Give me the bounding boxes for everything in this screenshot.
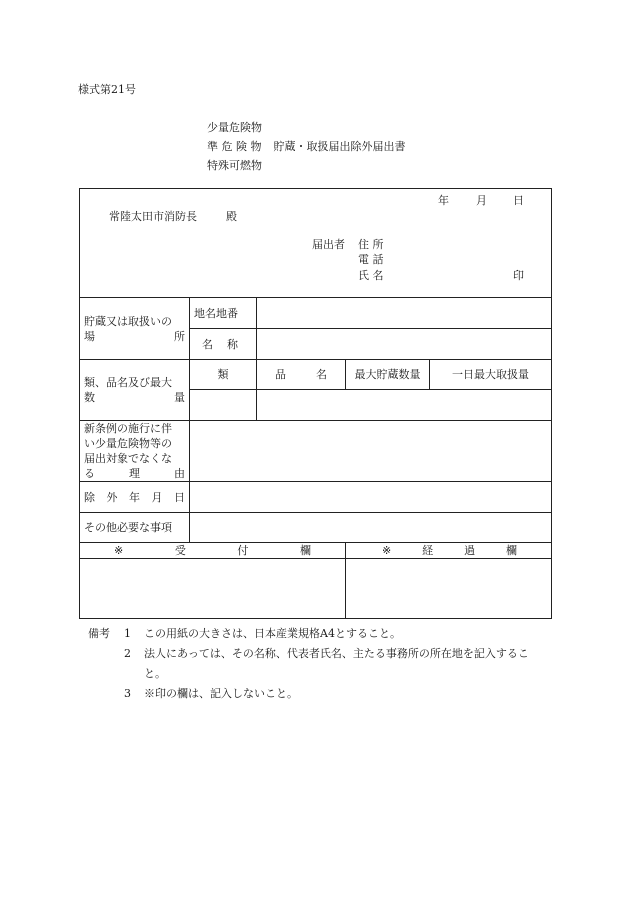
seal-mark: 印 xyxy=(513,269,524,282)
progress-field xyxy=(346,559,552,619)
addressee: 常陸太田市消防長 xyxy=(109,210,197,223)
note-number: 1 xyxy=(124,627,131,640)
reception-header xyxy=(80,543,346,559)
date-day: 日 xyxy=(513,194,524,207)
exclusion-date-char-3: 年 xyxy=(129,490,140,504)
form-number: 様式第21号 xyxy=(78,83,136,96)
progress-char-2: 過 xyxy=(464,544,476,557)
progress-char-1: 経 xyxy=(422,544,434,557)
title-line-2-prefix: 準 危 険 物 xyxy=(207,140,262,153)
facility-name-char-1: 名 xyxy=(202,337,213,351)
reason-char-1: る xyxy=(84,467,95,480)
phone-label: 電 話 xyxy=(358,253,384,266)
col-header-item-name xyxy=(257,360,346,390)
exclusion-date-char-5: 日 xyxy=(174,490,185,504)
location-label-bottom xyxy=(84,329,185,344)
notification-form-table xyxy=(79,188,552,619)
item-name-char-1: 品 xyxy=(275,368,286,381)
items-label-char-1: 数 xyxy=(84,391,95,404)
location-label xyxy=(80,298,190,360)
name-label: 氏 名 xyxy=(358,269,384,282)
header-cell xyxy=(80,189,552,298)
notes xyxy=(88,624,558,704)
item-name-char-2: 名 xyxy=(316,368,327,381)
facility-name-char-2: 称 xyxy=(227,337,238,351)
reception-mark: ※ xyxy=(114,544,124,557)
items-label-bottom xyxy=(84,390,185,405)
note-text: と。 xyxy=(144,667,166,680)
address-number-label: 地名地番 xyxy=(190,298,257,329)
exclusion-date-char-2: 外 xyxy=(106,490,118,504)
items-label-top: 類、品名及び最大 xyxy=(84,376,172,389)
title-line-2 xyxy=(207,137,406,156)
notes-label: 備考 xyxy=(88,627,110,640)
exclusion-date-char-1: 除 xyxy=(84,490,95,504)
exclusion-date-label xyxy=(80,482,190,513)
note-text: ※印の欄は、記入しないこと。 xyxy=(144,687,298,700)
reason-char-2: 理 xyxy=(129,467,140,480)
note-row-3 xyxy=(88,664,558,684)
date-month: 月 xyxy=(476,194,487,207)
date-year: 年 xyxy=(438,194,449,207)
other-matters-label: その他必要な事項 xyxy=(80,513,190,543)
col-header-max-storage: 最大貯蔵数量 xyxy=(346,360,430,390)
address-number-field[interactable] xyxy=(257,298,552,329)
facility-name-label xyxy=(190,329,257,360)
reason-field[interactable] xyxy=(190,421,552,482)
reception-field xyxy=(80,559,346,619)
note-text: 法人にあっては、その名称、代表者氏名、主たる事務所の所在地を記入するこ xyxy=(144,647,529,660)
title-line-2-suffix: 貯蔵・取扱届出除外届出書 xyxy=(273,140,406,153)
reception-char-2: 付 xyxy=(237,544,249,557)
form-title xyxy=(207,118,406,175)
other-matters-field[interactable] xyxy=(190,513,552,543)
title-line-3: 特殊可燃物 xyxy=(207,159,262,172)
title-line-1: 少量危険物 xyxy=(207,121,262,134)
exclusion-date-char-4: 月 xyxy=(151,490,163,504)
reason-label xyxy=(80,421,190,482)
location-label-char-2: 所 xyxy=(174,329,185,343)
reception-char-1: 受 xyxy=(174,544,186,557)
note-text: この用紙の大きさは、日本産業規格A4とすること。 xyxy=(144,627,401,640)
location-label-char-1: 場 xyxy=(84,329,95,343)
reception-char-3: 欄 xyxy=(300,544,311,557)
reason-line-3: 届出対象でなくな xyxy=(84,452,172,465)
progress-char-3: 欄 xyxy=(505,544,517,557)
progress-header xyxy=(346,543,552,559)
honorific: 殿 xyxy=(226,210,237,223)
facility-name-field[interactable] xyxy=(257,329,552,360)
location-label-top: 貯蔵又は取扱いの xyxy=(84,314,172,328)
items-label xyxy=(80,360,190,421)
note-number: 2 xyxy=(124,647,131,660)
class-field[interactable] xyxy=(190,390,257,421)
note-number: 3 xyxy=(124,687,131,700)
applicant-label: 届出者 xyxy=(312,238,345,251)
col-header-daily-max: 一日最大取扱量 xyxy=(430,360,552,390)
col-header-class: 類 xyxy=(190,360,257,390)
items-label-char-2: 量 xyxy=(174,391,185,404)
exclusion-date-field[interactable] xyxy=(190,482,552,513)
note-row-4 xyxy=(88,684,558,704)
item-quantity-field[interactable] xyxy=(257,390,552,421)
reason-line-4 xyxy=(84,466,185,481)
note-row-2 xyxy=(88,644,558,664)
reason-char-3: 由 xyxy=(174,467,185,480)
reason-line-2: い少量危険物等の xyxy=(84,437,172,450)
address-label: 住 所 xyxy=(358,238,384,251)
reason-line-1: 新条例の施行に伴 xyxy=(84,422,172,435)
note-row-1 xyxy=(88,624,558,644)
progress-mark: ※ xyxy=(382,544,392,557)
